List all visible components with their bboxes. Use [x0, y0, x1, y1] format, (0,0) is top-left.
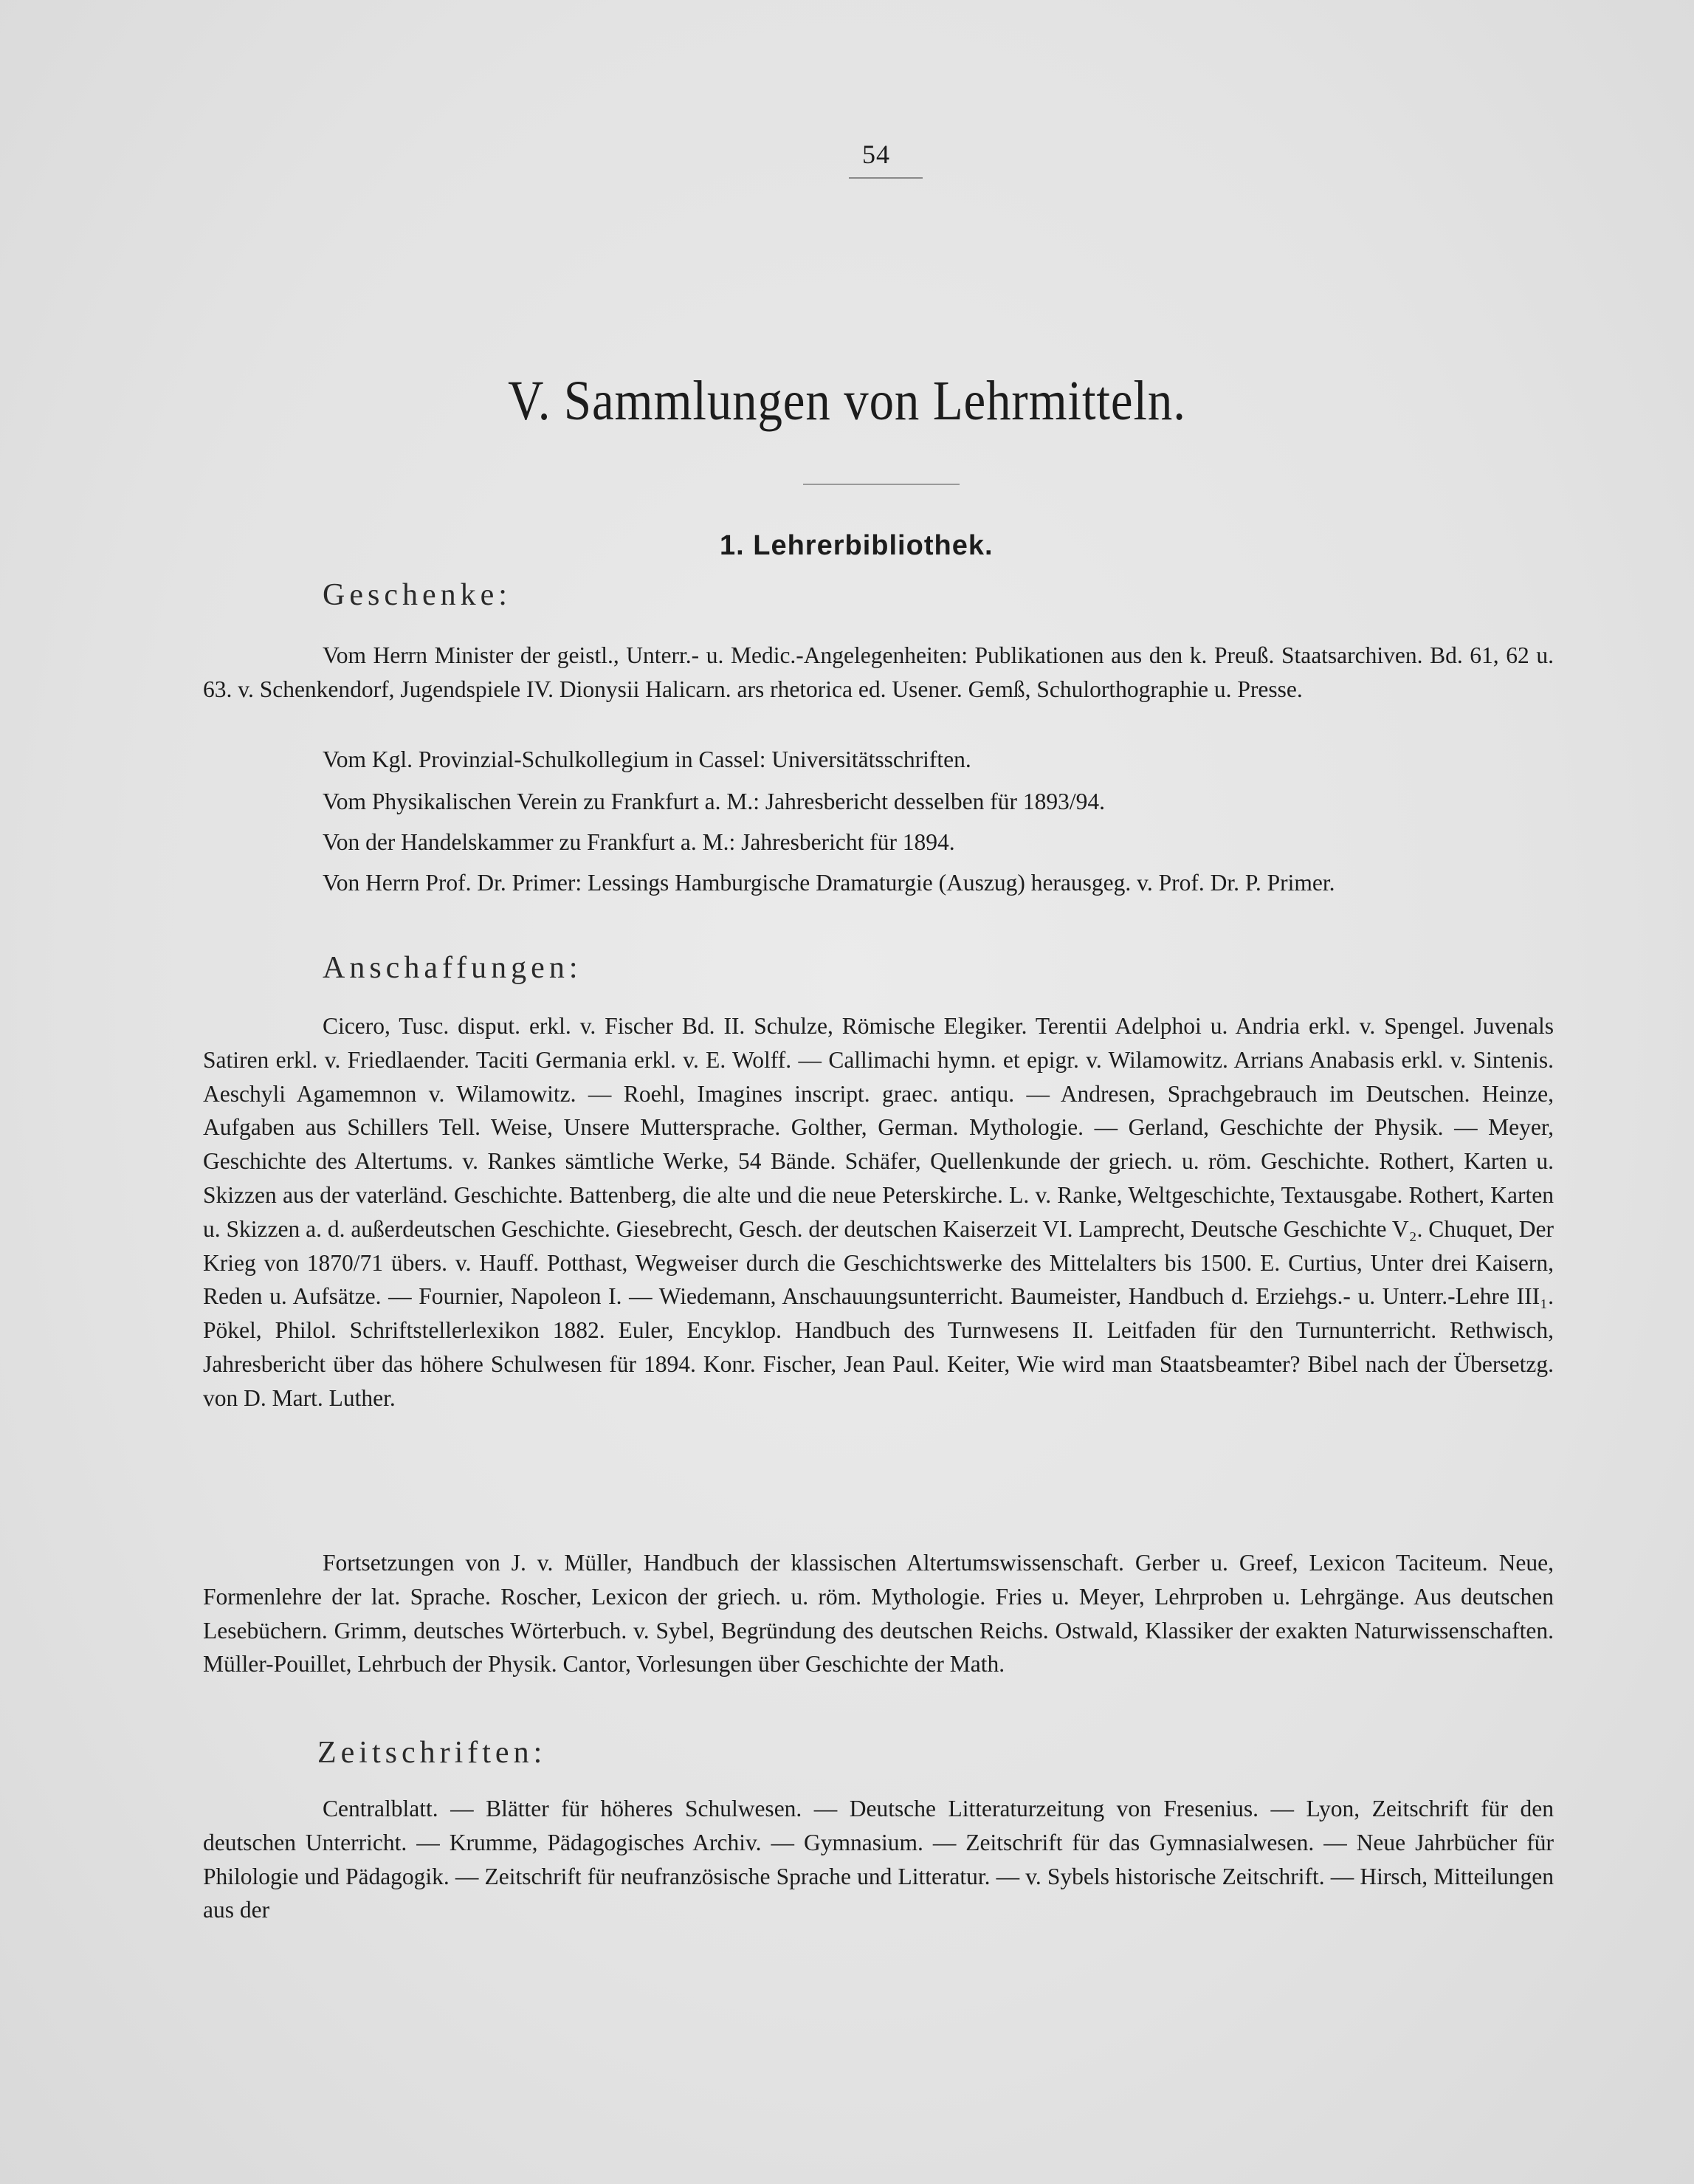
paragraph-gift-minister: Vom Herrn Minister der geistl., Unterr.- u. Medic.-Angelegenheiten: Publikationen aus den k. Preuß. Staatsarchiven. Bd. 61, 62 u. 63. v. Schenkendorf, Jugendspiele IV. Dionysii Halicarn. ars rhetorica ed. Usener. Gemß, Schulorthographie u. Presse.: [203, 642, 1554, 702]
paragraph-periodicals: Centralblatt. — Blätter für höheres Schulwesen. — Deutsche Litteraturzeitung von Fresenius. — Lyon, Zeitschrift für den deutschen Unterricht. — Krumme, Pädagogisches Archiv. — Gymnasium. — Zeitschrift für das Gymnasialwesen. — Neue Jahrbücher für Philologie und Pädagogik. — Zeitschrift für neufranzösische Sprache und Litteratur. — v. Sybels historische Zeitschrift. — Hirsch, Mitteilungen aus der: [203, 1796, 1554, 1923]
section-heading: 1. Lehrerbibliothek.: [720, 530, 994, 561]
paragraph-gift-primer: Von Herrn Prof. Dr. Primer: Lessings Hamburgische Dramaturgie (Auszug) herausgeg. v. Prof. Dr. P. Primer.: [323, 870, 1335, 896]
paragraph-gift-schulkollegium: Vom Kgl. Provinzial-Schulkollegium in Cassel: Universitätsschriften.: [323, 746, 971, 772]
title-divider: [803, 484, 960, 485]
chapter-title: V. Sammlungen von Lehrmitteln.: [508, 370, 1186, 432]
paragraph-gift-physikalischer-verein: Vom Physikalischen Verein zu Frankfurt a. M.: Jahresbericht desselben für 1893/94.: [323, 789, 1106, 814]
subsection-zeitschriften: Zeitschriften:: [317, 1736, 547, 1770]
subsection-geschenke: Geschenke:: [323, 578, 512, 612]
page-number: 54: [862, 140, 890, 169]
subsection-anschaffungen: Anschaffungen:: [323, 951, 582, 985]
page-number-rule: [849, 177, 923, 179]
paragraph-acquisitions: Cicero, Tusc. disput. erkl. v. Fischer Bd. II. Schulze, Römische Elegiker. Terentii Adelphoi u. Andria erkl. v. Spengel. Juvenals Satiren erkl. v. Friedlaender. Taciti Germania erkl. v. E. Wolff. — Callimachi hymn. et epigr. v. Wilamowitz. Arrians Anabasis erkl. v. Sintenis. Aeschyli Agamemnon v. Wilamowitz. — Roehl, Imagines inscript. graec. antiqu. — Andresen, Sprachgebrauch im Deutschen. Heinze, Aufgaben aus Schillers Tell. Weise, Unsere Muttersprache. Golther, German. Mythologie. — Gerland, Geschichte der Physik. — Meyer, Geschichte des Altertums. v. Rankes sämtliche Werke, 54 Bände. Schäfer, Quellenkunde der griech. u. röm. Geschichte. Rothert, Karten u. Skizzen aus der vaterländ. Geschichte. Battenberg, die alte und die neue Peterskirche. L. v. Ranke, Weltgeschichte, Textausgabe. Rothert, Karten u. Skizzen a. d. außerdeutschen Geschichte. Giesebrecht, Gesch. der deutschen Kaiserzeit VI. Lamprecht, Deutsche Geschichte V₂. Chuquet, Der Krieg von 1870/71 übers. v. Hauff. Potthast, Wegweiser durch die Geschichtswerke des Mittelalters bis 1500. E. Curtius, Unter drei Kaisern, Reden u. Aufsätze. — Fournier, Napoleon I. — Wiedemann, Anschauungsunterricht. Baumeister, Handbuch d. Erziehgs.- u. Unterr.-Lehre III₁. Pökel, Philol. Schriftstellerlexikon 1882. Euler, Encyklop. Handbuch des Turnwesens II. Leitfaden für den Turnunterricht. Rethwisch, Jahresbericht über das höhere Schulwesen für 1894. Konr. Fischer, Jean Paul. Keiter, Wie wird man Staatsbeamter? Bibel nach der Übersetzg. von D. Mart. Luther.: [203, 1013, 1554, 1411]
paragraph-continuations: Fortsetzungen von J. v. Müller, Handbuch der klassischen Altertumswissenschaft. Gerber u. Greef, Lexicon Taciteum. Neue, Formenlehre der lat. Sprache. Roscher, Lexicon der griech. u. röm. Mythologie. Fries u. Meyer, Lehrproben u. Lehrgänge. Aus deutschen Lesebüchern. Grimm, deutsches Wörterbuch. v. Sybel, Begründung des deutschen Reichs. Ostwald, Klassiker der exakten Naturwissenschaften. Müller-Pouillet, Lehrbuch der Physik. Cantor, Vorlesungen über Geschichte der Math.: [203, 1550, 1554, 1678]
paragraph-gift-handelskammer: Von der Handelskammer zu Frankfurt a. M.: Jahresbericht für 1894.: [323, 829, 955, 855]
